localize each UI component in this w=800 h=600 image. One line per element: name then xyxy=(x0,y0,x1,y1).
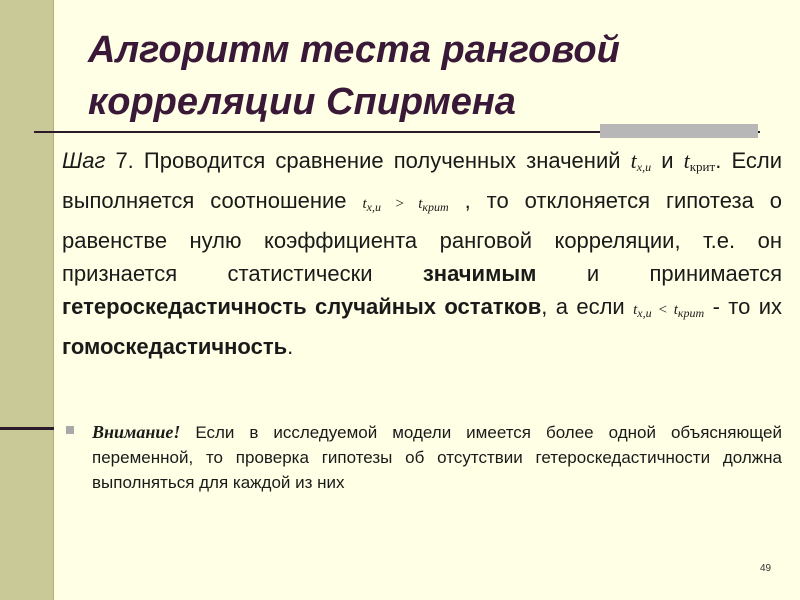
t-xu-symbol: $t_{x,u}$ xyxy=(630,148,652,174)
step-text-3: , то отклоняется гипотеза о равенстве нулю коэффициента ранговой корреляции, т.е. он признается статистически xyxy=(62,188,783,286)
step-text-4: и принимается xyxy=(536,261,782,286)
square-bullet-icon xyxy=(66,426,74,434)
heteroscedasticity-term: гетероскедастичность случайных остатков xyxy=(62,294,542,319)
t-krit-symbol: tкрит xyxy=(683,148,716,174)
relation-greater: $t_{x,u} > t_{крит}$ xyxy=(362,196,449,214)
title-accent-block xyxy=(600,124,758,138)
step-text-6: - то их xyxy=(704,294,782,319)
left-accent-rule xyxy=(0,427,54,430)
title-line-2: корреляции Спирмена xyxy=(88,81,516,123)
note-text: Если в исследуемой модели имеется более одной объясняющей переменной, то проверка гипотезы об отсутствии гетероскедастичности должна выполняться для каждой из них xyxy=(92,423,782,492)
left-decorative-bar xyxy=(0,0,53,600)
note-lead: Внимание! xyxy=(92,422,181,442)
relation-less: $t_{x,u} < t_{крит}$ xyxy=(633,302,705,320)
step-paragraph: Шаг 7. Проводится сравнение полученных значений $t_{x,u}$ и tкрит. Если выполняется соотношение $t_{x,u} > t_{крит}$ , то отклоняется гипотеза о равенстве нулю коэффициента ранговой корреляции, т.е. он признается статистически значимым и принимается гетероскедастичность случайных остатков, а если $t_{x,u} < t_{крит}$ - то их гомоскедастичность. xyxy=(62,148,783,359)
slide-title xyxy=(88,24,788,128)
step-text-2: Если выполняется соотношение xyxy=(62,148,782,213)
step-text-1: Проводится сравнение полученных значений xyxy=(133,148,631,173)
attention-note xyxy=(92,420,782,495)
step-number: 7. xyxy=(105,148,134,173)
left-bar-edge xyxy=(53,0,54,600)
significant-term: значимым xyxy=(422,261,537,286)
title-line-1: Алгоритм теста ранговой xyxy=(88,29,620,71)
step-and: и xyxy=(651,148,684,173)
step-text-5: , а если xyxy=(541,294,634,319)
step-label: Шаг xyxy=(62,148,106,173)
page-number: 49 xyxy=(760,563,772,574)
homoscedasticity-term: гомоскедастичность xyxy=(62,334,288,359)
